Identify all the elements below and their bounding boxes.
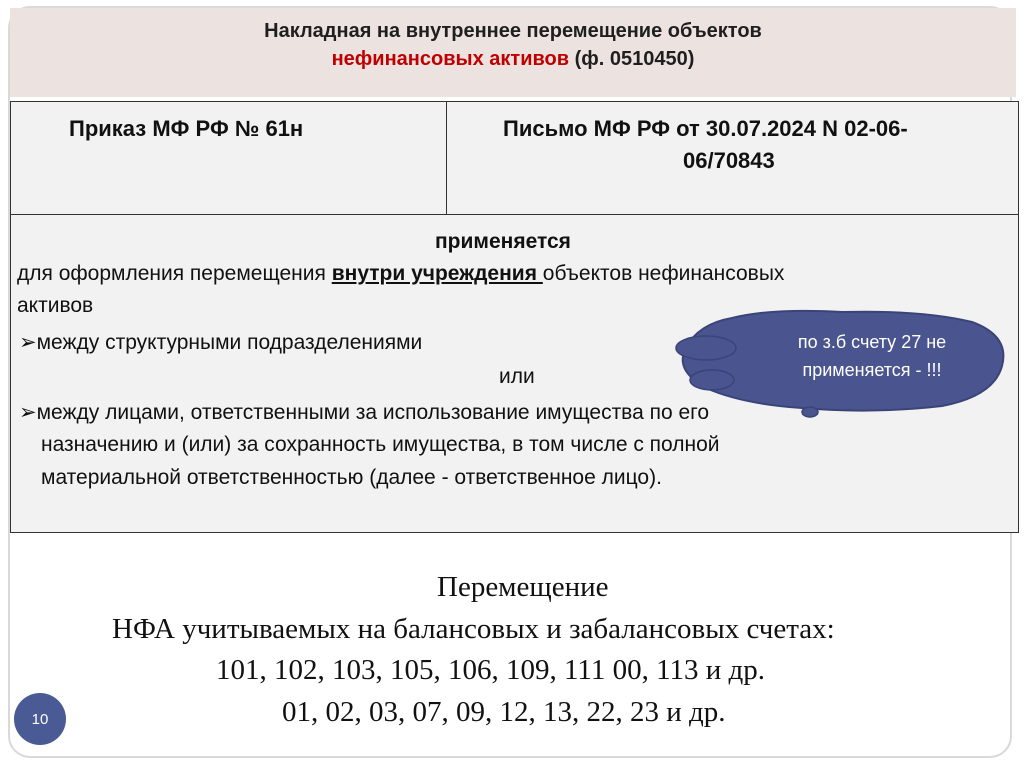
- purpose-line1: [17, 262, 784, 286]
- bullet-persons-line3: материальной ответственностью (далее - ответственное лицо).: [41, 466, 662, 489]
- purpose-line2: активов: [17, 294, 94, 317]
- movement-heading: Перемещение: [437, 571, 609, 603]
- bullet-persons-line1: ➢между лицами, ответственными за использование имущества по его: [19, 401, 710, 424]
- order-reference: Приказ МФ РФ № 61н: [69, 116, 304, 141]
- purpose-text-end: объектов нефинансовых: [542, 262, 785, 285]
- title-highlight: нефинансовых активов: [331, 48, 570, 70]
- bullet-departments: ➢между структурными подразделениями: [19, 331, 423, 354]
- title-form-code: (ф. 0510450): [569, 48, 695, 70]
- callout-tail-dot-3: [802, 407, 818, 417]
- callout-tail-dot-1: [676, 336, 736, 360]
- purpose-text-start: для оформления перемещения: [17, 262, 332, 285]
- or-text: или: [499, 365, 535, 388]
- callout-tail-dot-2: [690, 370, 734, 390]
- applies-heading: применяется: [435, 230, 571, 253]
- slide-title-line1: Накладная на внутреннее перемещение объектов: [264, 20, 762, 42]
- table-header-left-cell: [11, 102, 447, 214]
- table-header-row: [11, 102, 1018, 215]
- off-balance-accounts-list: 01, 02, 03, 07, 09, 12, 13, 22, 23 и др.: [282, 696, 726, 728]
- page-number-badge: 10: [14, 693, 66, 745]
- balance-accounts-list: 101, 102, 103, 105, 106, 109, 111 00, 113 и др.: [216, 654, 766, 686]
- bullet-persons-line2: назначению и (или) за сохранность имущества, в том числе с полной: [41, 433, 720, 456]
- letter-reference-line1: Письмо МФ РФ от 30.07.2024 N 02-06-: [503, 116, 908, 141]
- callout-text-line2: применяется - !!!: [802, 360, 942, 380]
- table-header-right-cell: [447, 102, 1018, 214]
- title-band: [10, 8, 1016, 97]
- callout-text-line1: по з.б счету 27 не: [797, 332, 947, 352]
- purpose-emphasis: внутри учреждения: [331, 262, 543, 285]
- letter-reference-line2: 06/70843: [683, 148, 775, 173]
- slide-title-line2: [10, 48, 1016, 71]
- callout-bubble: [672, 308, 1012, 418]
- accounts-description: НФА учитываемых на балансовых и забалансовых счетах:: [112, 613, 835, 645]
